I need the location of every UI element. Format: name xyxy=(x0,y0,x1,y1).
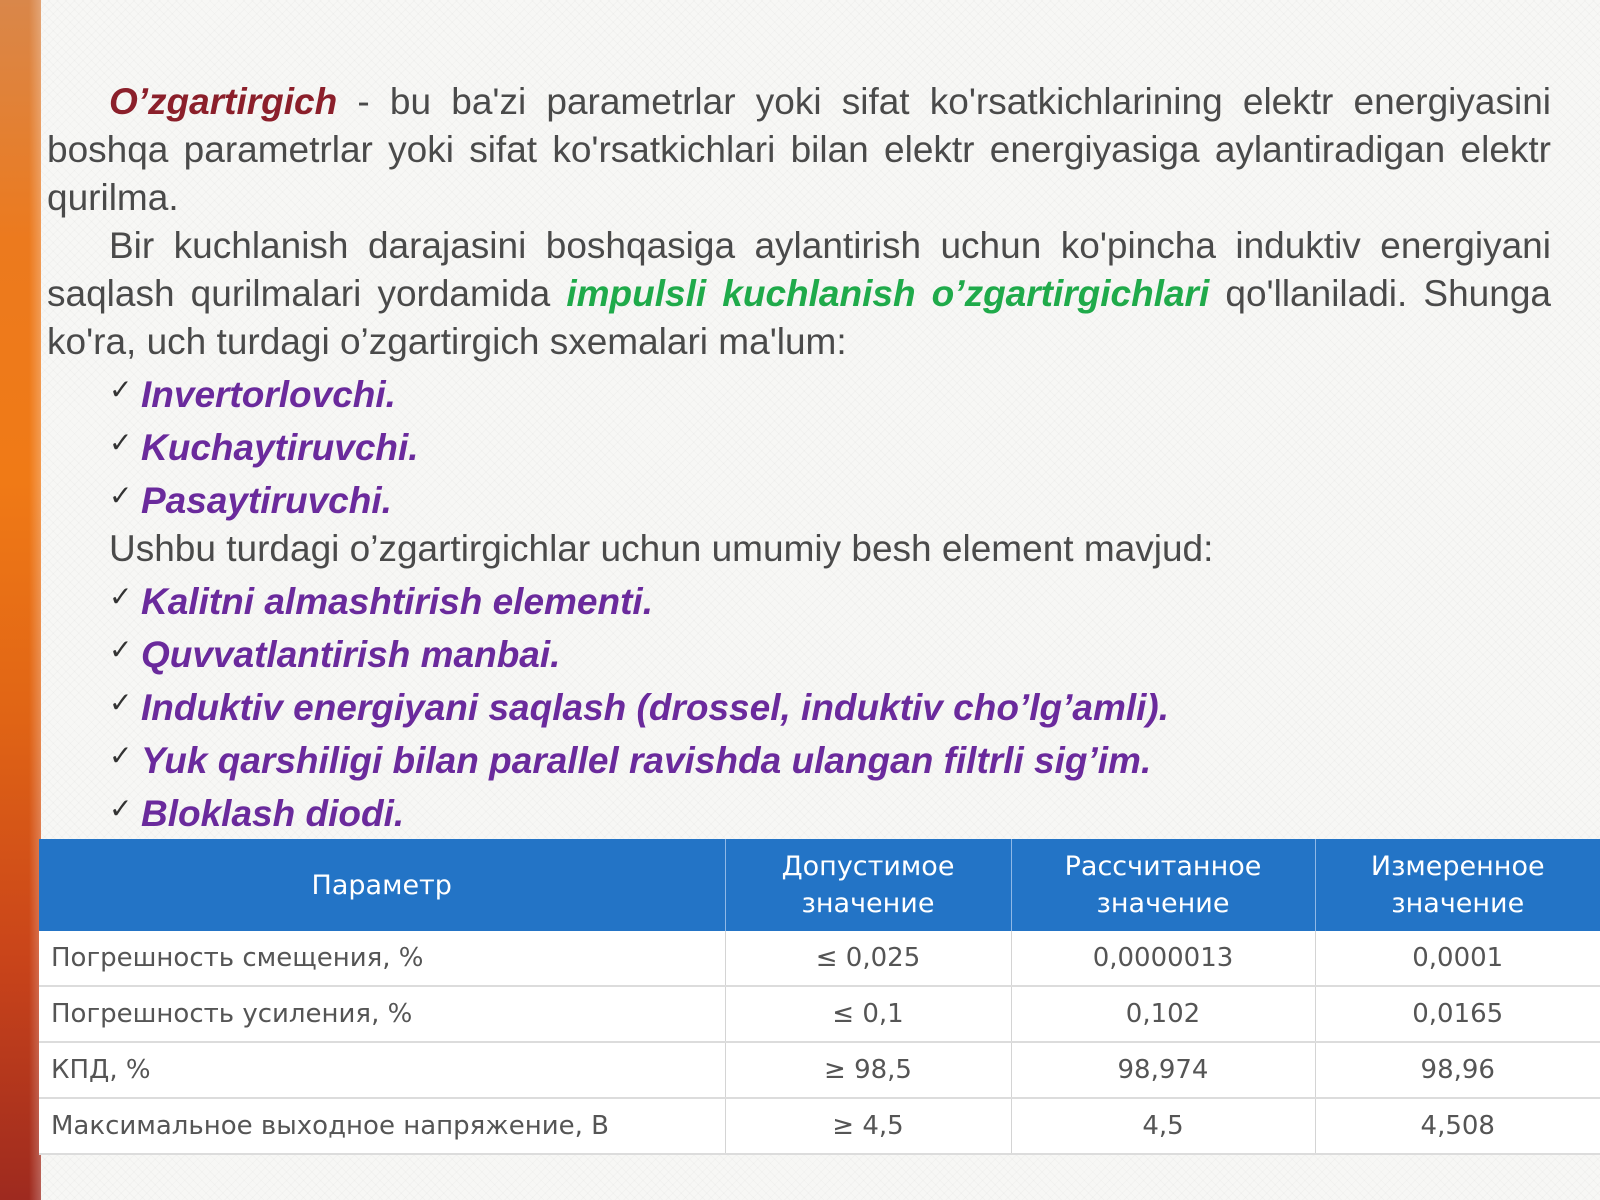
list-item-label: Pasaytiruvchi. xyxy=(141,480,392,521)
parameters-table xyxy=(39,839,1600,1155)
converter-types-list xyxy=(47,366,1551,525)
table-header-row xyxy=(39,839,1600,931)
table-row xyxy=(39,931,1600,986)
usage-text-after: qo'llaniladi. Shunga ko'ra, uch turdagi o’zgartirgich sxemalari ma'lum: xyxy=(47,273,1551,362)
list-item xyxy=(109,626,1551,679)
checkmark-icon: ✓ xyxy=(109,792,133,825)
column-header-allowed: Допустимое значение xyxy=(725,839,1011,931)
checkmark-icon: ✓ xyxy=(109,686,133,719)
text-content xyxy=(47,78,1551,838)
list-item-label: Kalitni almashtirish elementi. xyxy=(141,581,653,622)
term-ozgartirgich: O’zgartirgich xyxy=(109,81,338,122)
usage-text-before: Bir kuchlanish darajasini boshqasiga aylantirish uchun ko'pincha induktiv energiyani saqlash qurilmalari yordamida xyxy=(47,225,1551,314)
table-cell: 0,0001 xyxy=(1315,931,1600,986)
checkmark-icon: ✓ xyxy=(109,633,133,666)
list-item xyxy=(109,366,1551,419)
definition-paragraph xyxy=(47,78,1551,222)
table-cell: ≥ 98,5 xyxy=(725,1042,1011,1098)
checkmark-icon: ✓ xyxy=(109,426,133,459)
table-cell: 98,974 xyxy=(1011,1042,1315,1098)
list-item-label: Induktiv energiyani saqlash (drossel, induktiv cho’lg’amli). xyxy=(141,687,1170,728)
table-cell: Максимальное выходное напряжение, В xyxy=(39,1098,725,1154)
table-cell: Погрешность усиления, % xyxy=(39,986,725,1042)
table-row xyxy=(39,986,1600,1042)
checkmark-icon: ✓ xyxy=(109,580,133,613)
table-cell: ≥ 4,5 xyxy=(725,1098,1011,1154)
table-cell: 4,508 xyxy=(1315,1098,1600,1154)
side-decorative-stripe xyxy=(0,0,41,1200)
table-row xyxy=(39,1042,1600,1098)
table-cell: Погрешность смещения, % xyxy=(39,931,725,986)
list-item-label: Quvvatlantirish manbai. xyxy=(141,634,561,675)
column-header-measured: Измеренное значение xyxy=(1315,839,1600,931)
table-cell: 98,96 xyxy=(1315,1042,1600,1098)
table-cell: 0,0000013 xyxy=(1011,931,1315,986)
checkmark-icon: ✓ xyxy=(109,373,133,406)
definition-text: - bu ba'zi parametrlar yoki sifat ko'rsatkichlarining elektr energiyasini boshqa parametrlar yoki sifat ko'rsatkichlari bilan elektr energiyasiga aylantiradigan elektr qurilma. xyxy=(47,81,1551,218)
checkmark-icon: ✓ xyxy=(109,739,133,772)
list-item xyxy=(109,785,1551,838)
column-header-calculated: Рассчитанное значение xyxy=(1011,839,1315,931)
list-item xyxy=(109,472,1551,525)
table-cell: ≤ 0,025 xyxy=(725,931,1011,986)
table-cell: 0,0165 xyxy=(1315,986,1600,1042)
table-cell: 4,5 xyxy=(1011,1098,1315,1154)
table-cell: КПД, % xyxy=(39,1042,725,1098)
list-item xyxy=(109,679,1551,732)
table-cell: ≤ 0,1 xyxy=(725,986,1011,1042)
table-row xyxy=(39,1098,1600,1154)
column-header-parameter: Параметр xyxy=(39,839,725,931)
table-cell: 0,102 xyxy=(1011,986,1315,1042)
list-item xyxy=(109,419,1551,472)
list-item-label: Yuk qarshiligi bilan parallel ravishda ulangan filtrli sig’im. xyxy=(141,740,1152,781)
elements-intro: Ushbu turdagi o’zgartirgichlar uchun umumiy besh element mavjud: xyxy=(109,528,1214,569)
list-item xyxy=(109,732,1551,785)
elements-list xyxy=(47,573,1551,838)
usage-paragraph xyxy=(47,222,1551,366)
list-item-label: Invertorlovchi. xyxy=(141,374,396,415)
list-item-label: Kuchaytiruvchi. xyxy=(141,427,419,468)
highlight-impulsli: impulsli kuchlanish o’zgartirgichlari xyxy=(566,273,1210,314)
checkmark-icon: ✓ xyxy=(109,479,133,512)
list-item-label: Bloklash diodi. xyxy=(141,793,405,834)
list-item xyxy=(109,573,1551,626)
